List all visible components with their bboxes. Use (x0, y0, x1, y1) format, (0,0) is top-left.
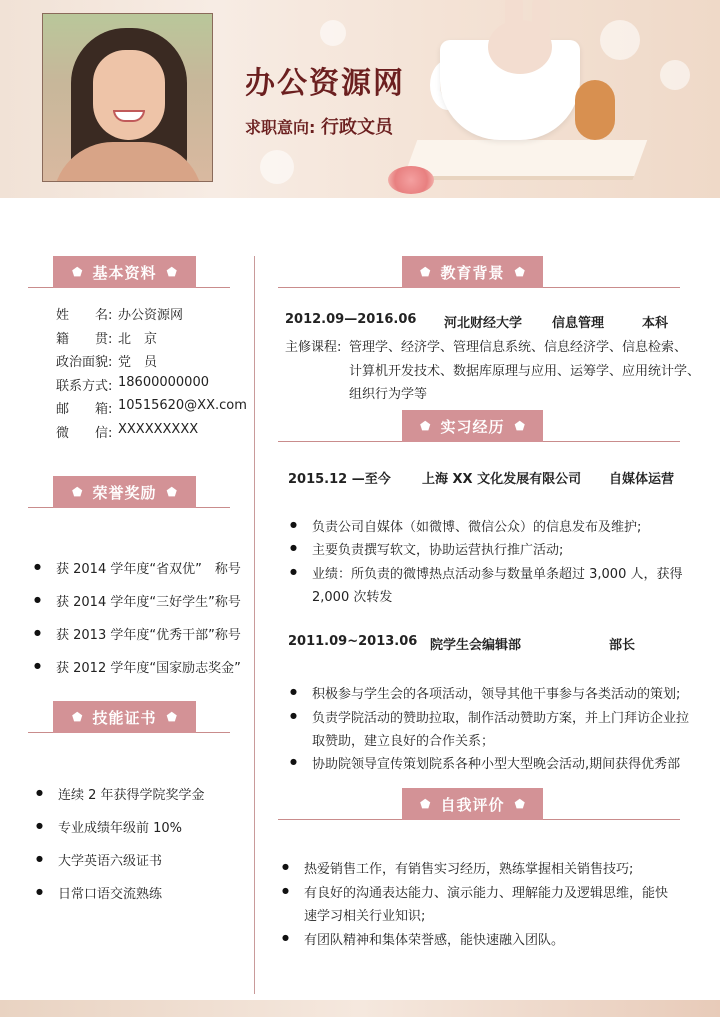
pentagon-icon: ⬟ (514, 419, 525, 433)
pentagon-icon: ⬟ (420, 419, 431, 433)
rose-illustration (388, 166, 434, 194)
section-title: 基本资料 (92, 263, 157, 282)
section-honors (28, 476, 230, 509)
job-period: 2011.09~2013.06 (288, 634, 418, 649)
list-item: ● 获 2012 学年度“国家励志奖金” (56, 657, 241, 676)
footer-strip (0, 1000, 720, 1017)
job-role: 自媒体运营 (609, 472, 675, 487)
list-item: ● 有良好的沟通表达能力、演示能力、理解能力及逻辑思维，能快 (304, 882, 668, 901)
bunny-illustration (488, 20, 552, 74)
list-item: ● 有团队精神和集体荣誉感，能快速融入团队。 (304, 929, 564, 948)
edu-major: 信息管理 (552, 316, 605, 331)
pentagon-icon: ⬟ (72, 710, 83, 724)
list-item: ● 积极参与学生会的各项活动，领导其他干事参与各类活动的策划; (312, 683, 680, 702)
list-item: ● 获 2014 学年度“三好学生”称号 (56, 591, 241, 610)
section-education (278, 256, 680, 289)
info-value: 北 京 (118, 332, 158, 347)
bear-illustration (575, 80, 615, 140)
list-item: ● 连续 2 年获得学院奖学金 (58, 784, 205, 803)
pentagon-icon: ⬟ (166, 265, 177, 279)
info-label: 联系方式: (56, 379, 113, 394)
job-period: 2015.12 —至今 (288, 472, 391, 487)
edu-courses-label: 主修课程: (285, 340, 342, 355)
info-value: 18600000000 (118, 375, 209, 390)
section-title: 技能证书 (92, 708, 157, 727)
edu-courses-line: 管理学、经济学、管理信息系统、信息经济学、信息检索、 (349, 340, 688, 355)
pentagon-icon: ⬟ (420, 265, 431, 279)
column-divider (254, 256, 255, 994)
job-intent-value: 行政文员 (320, 117, 393, 138)
profile-photo (42, 13, 213, 182)
info-label: 籍 贯: (56, 332, 113, 347)
list-item: ● 负责学院活动的赞助拉取，制作活动赞助方案，并上门拜访企业拉 (312, 707, 689, 726)
job-intent (245, 113, 393, 139)
section-skills (28, 701, 230, 734)
edu-degree: 本科 (642, 316, 669, 331)
pentagon-icon: ⬟ (72, 265, 83, 279)
job-company: 院学生会编辑部 (430, 638, 522, 653)
list-item: ● 专业成绩年级前 10% (58, 817, 182, 836)
edu-courses-line: 组织行为学等 (349, 387, 428, 402)
section-title: 教育背景 (440, 263, 505, 282)
section-self-evaluation (278, 788, 680, 821)
job-intent-label: 求职意向: (245, 118, 316, 137)
edu-period: 2012.09—2016.06 (285, 312, 417, 327)
section-title: 荣誉奖励 (92, 483, 157, 502)
edu-courses-line: 计算机开发技术、数据库原理与应用、运筹学、应用统计学、 (349, 364, 701, 379)
list-item: ● 热爱销售工作，有销售实习经历，熟练掌握相关销售技巧; (304, 858, 633, 877)
list-item: ● 业绩：所负责的微博热点活动参与数量单条超过 3,000 人，获得 (312, 563, 682, 582)
info-value: 10515620@XX.com (118, 398, 247, 413)
info-label: 姓 名: (56, 308, 113, 323)
pentagon-icon: ⬟ (420, 797, 431, 811)
resume-name: 办公资源网 (245, 66, 405, 101)
list-item: ● 大学英语六级证书 (58, 850, 162, 869)
list-item: ● 获 2013 学年度“优秀干部”称号 (56, 624, 241, 643)
info-value: 党 员 (118, 355, 158, 370)
pentagon-icon: ⬟ (514, 797, 525, 811)
section-internship (278, 410, 680, 443)
list-item: ● 获 2014 学年度“省双优” 称号 (56, 558, 241, 577)
list-item: ● 日常口语交流熟练 (58, 883, 162, 902)
info-value: 办公资源网 (118, 308, 184, 323)
section-title: 自我评价 (440, 795, 505, 814)
book-illustration (403, 140, 648, 180)
job-company: 上海 XX 文化发展有限公司 (422, 472, 582, 487)
info-label: 邮 箱: (56, 402, 113, 417)
list-item: ● 负责公司自媒体（如微博、微信公众）的信息发布及维护; (312, 516, 641, 535)
info-label: 政治面貌: (56, 355, 113, 370)
list-item-continuation: 2,000 次转发 (312, 590, 393, 605)
job-role: 部长 (609, 638, 636, 653)
edu-school: 河北财经大学 (444, 316, 523, 331)
list-item-continuation: 速学习相关行业知识; (304, 909, 426, 924)
info-value: XXXXXXXXX (118, 422, 199, 437)
list-item: ● 协助院领导宣传策划院系各种小型大型晚会活动,期间获得优秀部 (312, 753, 680, 772)
section-title: 实习经历 (440, 417, 505, 436)
pentagon-icon: ⬟ (514, 265, 525, 279)
list-item: ● 主要负责撰写软文，协助运营执行推广活动; (312, 539, 563, 558)
pentagon-icon: ⬟ (166, 485, 177, 499)
list-item-continuation: 取赞助，建立良好的合作关系； (312, 734, 495, 749)
section-basic-info (28, 256, 230, 289)
pentagon-icon: ⬟ (166, 710, 177, 724)
info-label: 微 信: (56, 426, 113, 441)
pentagon-icon: ⬟ (72, 485, 83, 499)
